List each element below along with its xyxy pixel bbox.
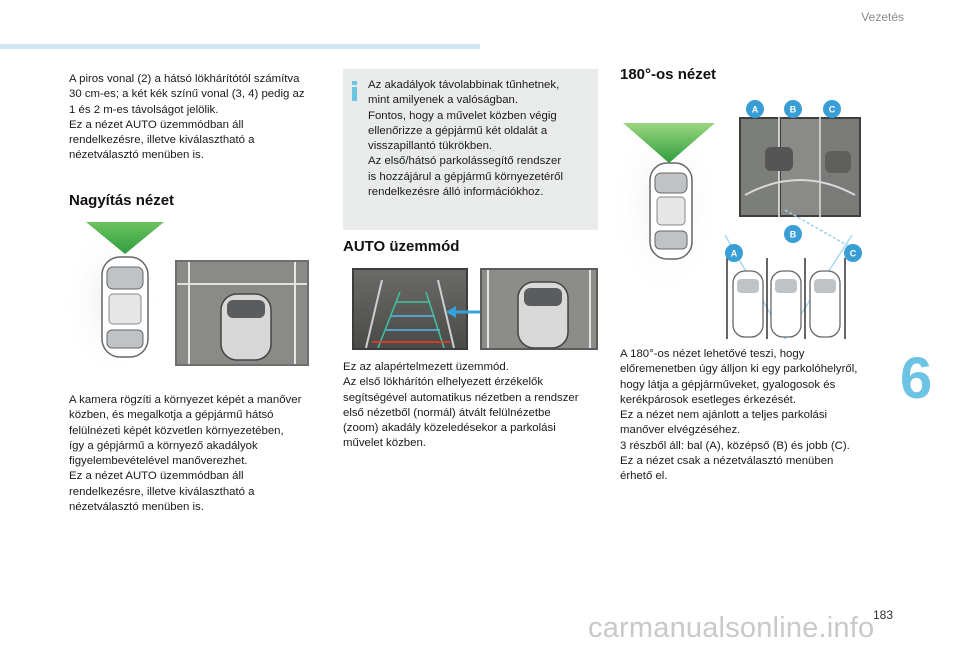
- text-line: közben, és megalkotja a gépjármű hátsó: [69, 409, 274, 422]
- zoom-view-paragraph: [69, 393, 301, 515]
- info-icon: [351, 81, 358, 101]
- text-line: nézetválasztó menüben is.: [69, 501, 204, 514]
- car-top-icon: [102, 257, 148, 357]
- zoom-view-illustration: [69, 222, 309, 382]
- view-180-heading: 180°-os nézet: [620, 66, 717, 83]
- text-line: hogy látja a gépjárműveket, gyalogosok és: [620, 378, 836, 391]
- intro-paragraph: [69, 72, 305, 164]
- text-line: segítségével automatikus nézetben a rendszer: [343, 391, 579, 404]
- text-line: (zoom) akadály közeledésekor a parkolási: [343, 422, 556, 435]
- view-180-paragraph: [620, 347, 857, 485]
- info-note-text: [368, 78, 563, 200]
- label-b-diagram: [784, 225, 802, 243]
- svg-text:B: B: [789, 229, 797, 240]
- text-line: 3 részből áll: bal (A), középső (B) és jobb (C).: [620, 439, 850, 452]
- text-line: érhető el.: [620, 470, 668, 483]
- svg-text:C: C: [849, 248, 857, 259]
- zoom-screen: [175, 260, 309, 366]
- text-line: 30 cm-es; a két kék színű vonal (3, 4) pedig az: [69, 88, 305, 101]
- svg-text:B: B: [789, 104, 797, 115]
- text-line: A kamera rögzíti a környezet képét a manőver: [69, 394, 302, 406]
- watermark: carmanualsonline.info: [588, 612, 875, 644]
- svg-text:A: A: [751, 104, 759, 115]
- auto-mode-illustration: [352, 268, 612, 352]
- auto-mode-heading: AUTO üzemmód: [343, 238, 460, 255]
- text-line: ellenőrizze a gépjármű két oldalát a: [368, 124, 548, 137]
- rear-camera-screen: [352, 268, 468, 350]
- top-view-screen: [480, 268, 598, 350]
- text-line: első nézetből (normál) átvált felülnézetbe: [343, 406, 551, 419]
- text-line: Ez a nézet AUTO üzemmódban áll: [69, 470, 244, 483]
- header-accent-bar: [0, 44, 480, 49]
- text-line: művelet közben.: [343, 437, 426, 450]
- text-line: figyelembevételével manőverezhet.: [69, 455, 248, 468]
- text-line: rendelkezésre álló információkhoz.: [368, 186, 544, 199]
- auto-mode-paragraph: [343, 360, 579, 452]
- chapter-tab: 6: [888, 339, 960, 437]
- text-line: rendelkezésre, illetve kiválasztható a: [69, 485, 255, 498]
- text-line: rendelkezésre, illetve kiválasztható a: [69, 134, 255, 147]
- text-line: mint amilyenek a valóságban.: [368, 94, 519, 107]
- section-title: Vezetés: [861, 10, 904, 24]
- label-a-top: [746, 100, 764, 118]
- car-top-icon: [650, 163, 692, 259]
- text-line: kerékpárosok esetleges érkezését.: [620, 393, 797, 406]
- label-c-diagram: [844, 244, 862, 262]
- text-line: nézetválasztó menüben is.: [69, 149, 204, 162]
- text-line: manőver elvégzéséhez.: [620, 424, 741, 437]
- view-180-illustration: [615, 95, 865, 345]
- text-line: Fontos, hogy a művelet közben végig: [368, 109, 557, 122]
- text-line: Ez a nézet nem ajánlott a teljes parkolási: [620, 409, 828, 422]
- label-b-top: [784, 100, 802, 118]
- text-line: Az első/hátsó parkolássegítő rendszer: [368, 155, 562, 168]
- text-line: Az akadályok távolabbinak tűnhetnek,: [368, 79, 560, 91]
- label-c-top: [823, 100, 841, 118]
- svg-text:C: C: [828, 104, 836, 115]
- text-line: 1 és 2 m-es távolságot jelölik.: [69, 103, 219, 116]
- text-line: előremenetben úgy álljon ki egy parkolóhelyről,: [620, 363, 858, 376]
- text-line: is hozzájárul a gépjármű környezetéről: [368, 170, 564, 183]
- text-line: felülnézeti képét közvetlen környezetében,: [69, 424, 284, 437]
- page-number: 183: [873, 608, 894, 622]
- label-a-diagram: [725, 244, 743, 262]
- text-line: Ez a nézet AUTO üzemmódban áll: [69, 118, 244, 131]
- text-line: A 180°-os nézet lehetővé teszi, hogy: [620, 348, 805, 360]
- zoom-view-heading: Nagyítás nézet: [69, 192, 175, 209]
- svg-text:A: A: [730, 248, 738, 259]
- text-line: A piros vonal (2) a hátsó lökhárítótól számítva: [69, 73, 300, 85]
- info-note: [343, 69, 598, 230]
- text-line: így a gépjármű a környező akadályok: [69, 439, 258, 452]
- text-line: Ez az alapértelmezett üzemmód.: [343, 361, 509, 373]
- text-line: Az első lökhárítón elhelyezett érzékelők: [343, 376, 544, 389]
- panorama-screen: [739, 117, 861, 217]
- text-line: Ez a nézet csak a nézetválasztó menüben: [620, 455, 834, 468]
- text-line: visszapillantó tükrökben.: [368, 140, 493, 153]
